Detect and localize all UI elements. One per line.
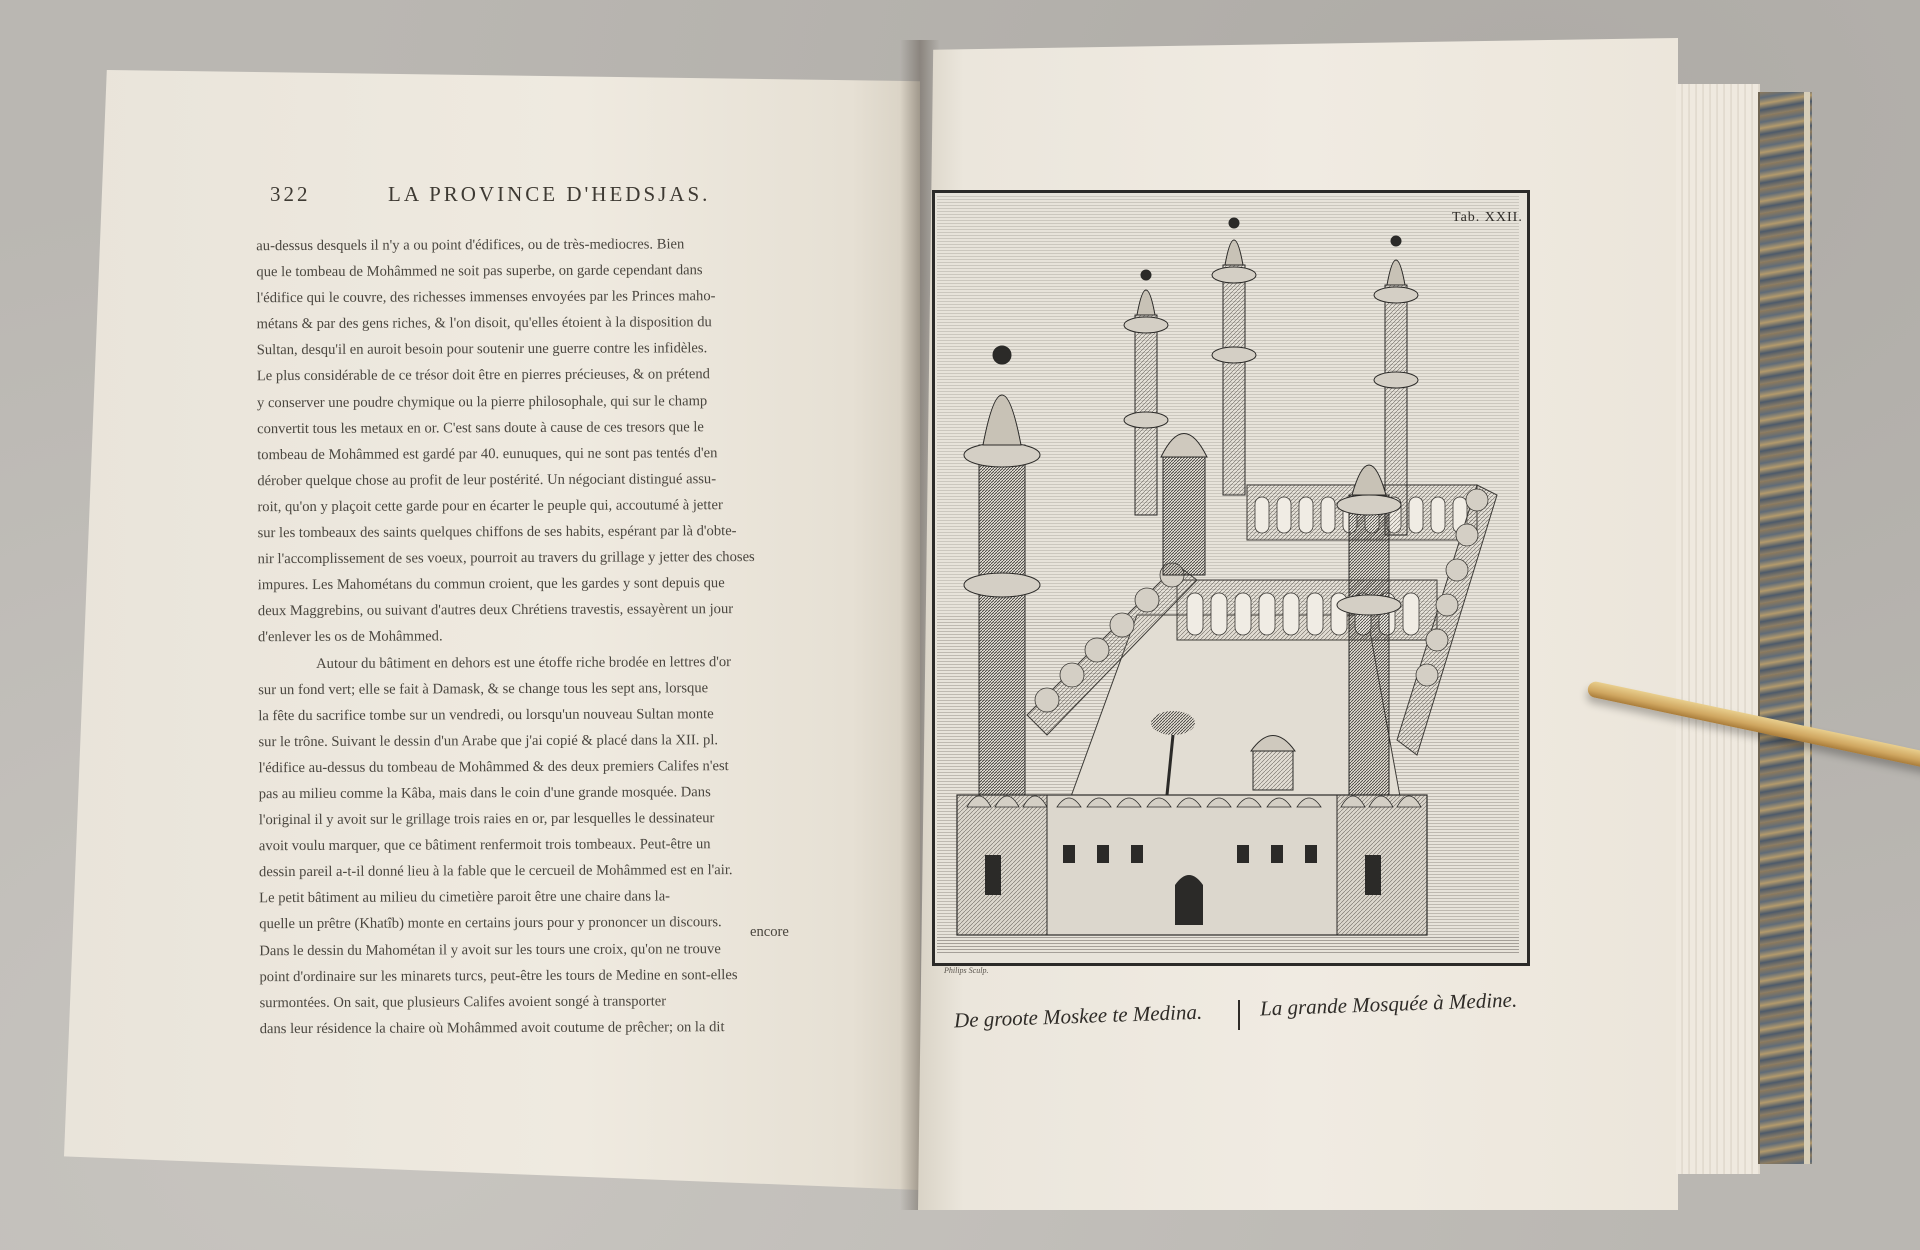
catchword: encore <box>750 924 789 940</box>
text-line: Sultan, desqu'il en auroit besoin pour soutenir une guerre contre les infidèles. <box>256 340 708 359</box>
running-title: LA PROVINCE D'HEDSJAS. <box>388 182 711 206</box>
text-line: dans leur résidence la chaire où Mohâmmed avoit coutume de prêcher; on la dit <box>259 1018 725 1037</box>
text-line: quelle un prêtre (Khatîb) monte en certains jours pour y prononcer un discours. <box>259 914 722 933</box>
engraver-signature: Philips Sculp. <box>944 966 989 975</box>
text-line: surmontées. On sait, que plusieurs Califes avoient songé à transporter <box>259 993 667 1011</box>
page-edges <box>1676 84 1760 1174</box>
text-line: dessin pareil a-t-il donné lieu à la fable que le cercueil de Mohâmmed est en l'air. <box>258 862 733 881</box>
text-line: sur le trône. Suivant le dessin d'un Arabe que j'ai copié & placé dans la XII. pl. <box>258 731 719 750</box>
page-header <box>270 182 790 212</box>
text-line: pas au milieu comme la Kâba, mais dans le coin d'une grande mosquée. Dans <box>258 784 711 803</box>
text-line: y conserver une poudre chymique ou la pierre philosophale, qui sur le champ <box>256 392 708 411</box>
text-line: l'édifice au-dessus du tombeau de Mohâmmed & des deux premiers Califes n'est <box>258 758 729 777</box>
plate-label: Tab. XXII. <box>1452 210 1523 225</box>
binding-edge <box>1804 92 1810 1164</box>
text-line: Le petit bâtiment au milieu du cimetière paroit être une chaire dans la- <box>259 888 671 907</box>
page-number: 322 <box>270 182 311 206</box>
text-line: Le plus considérable de ce trésor doit être en pierres précieuses, & on prétend <box>256 366 710 385</box>
mosque-engraving <box>937 195 1519 955</box>
text-line: roit, qu'on y plaçoit cette garde pour en écarter le peuple qui, accoutumé à jetter <box>257 497 723 516</box>
text-line: impures. Les Mahométans du commun croient, que les gardes y sont depuis que <box>257 575 725 594</box>
text-line: au-dessus desquels il n'y a ou point d'édifices, ou de très-mediocres. Bien <box>256 236 685 255</box>
text-line: deux Maggrebins, ou suivant d'autres deux Chrétiens travestis, essayèrent un jour <box>257 601 734 620</box>
text-line: l'édifice qui le couvre, des richesses immenses envoyées par les Princes maho- <box>256 288 716 307</box>
text-line: sur un fond vert; elle se fait à Damask, & se change tous les sept ans, lorsque <box>258 679 709 698</box>
text-line: Autour du bâtiment en dehors est une étoffe riche brodée en lettres d'or <box>316 653 732 672</box>
text-line: dérober quelque chose au profit de leur postérité. Un négociant distingué assu- <box>257 471 717 490</box>
text-line: la fête du sacrifice tombe sur un vendredi, ou lorsqu'un nouveau Sultan monte <box>258 705 714 724</box>
text-line: d'enlever les os de Mohâmmed. <box>257 628 443 646</box>
text-line: l'original il y avoit sur le grillage trois raies en or, par lesquelles le dessinateur <box>258 810 715 829</box>
text-line: avoit voulu marquer, que ce bâtiment renfermoit trois tombeaux. Peut-être un <box>258 836 711 855</box>
text-line: tombeau de Mohâmmed est gardé par 40. eunuques, qui ne sont pas tentés d'en <box>257 444 718 463</box>
text-line: métans & par des gens riches, & l'on disoit, qu'elles étoient à la disposition du <box>256 314 712 333</box>
text-line: point d'ordinaire sur les minarets turcs, peut-être les tours de Medine en sont-elles <box>259 966 738 985</box>
text-line: Dans le dessin du Mahométan il y avoit sur les tours une croix, qu'on ne trouve <box>259 940 721 959</box>
body-text <box>256 231 806 1042</box>
text-line: que le tombeau de Mohâmmed ne soit pas superbe, on garde cependant dans <box>256 262 703 281</box>
text-line: nir l'accomplissement de ses voeux, pourroit au travers du grillage y jetter des choses <box>257 549 755 568</box>
caption-french: La grande Mosquée à Medine. <box>1259 987 1518 1021</box>
text-line: convertit tous les metaux en or. C'est sans doute à cause de ces tresors que le <box>257 418 704 437</box>
caption-divider <box>1238 1000 1240 1030</box>
text-line: sur les tombeaux des saints quelques chiffons de ses habits, espérant par là d'obte- <box>257 523 737 542</box>
caption-dutch: De groote Moskee te Medina. <box>953 999 1203 1033</box>
